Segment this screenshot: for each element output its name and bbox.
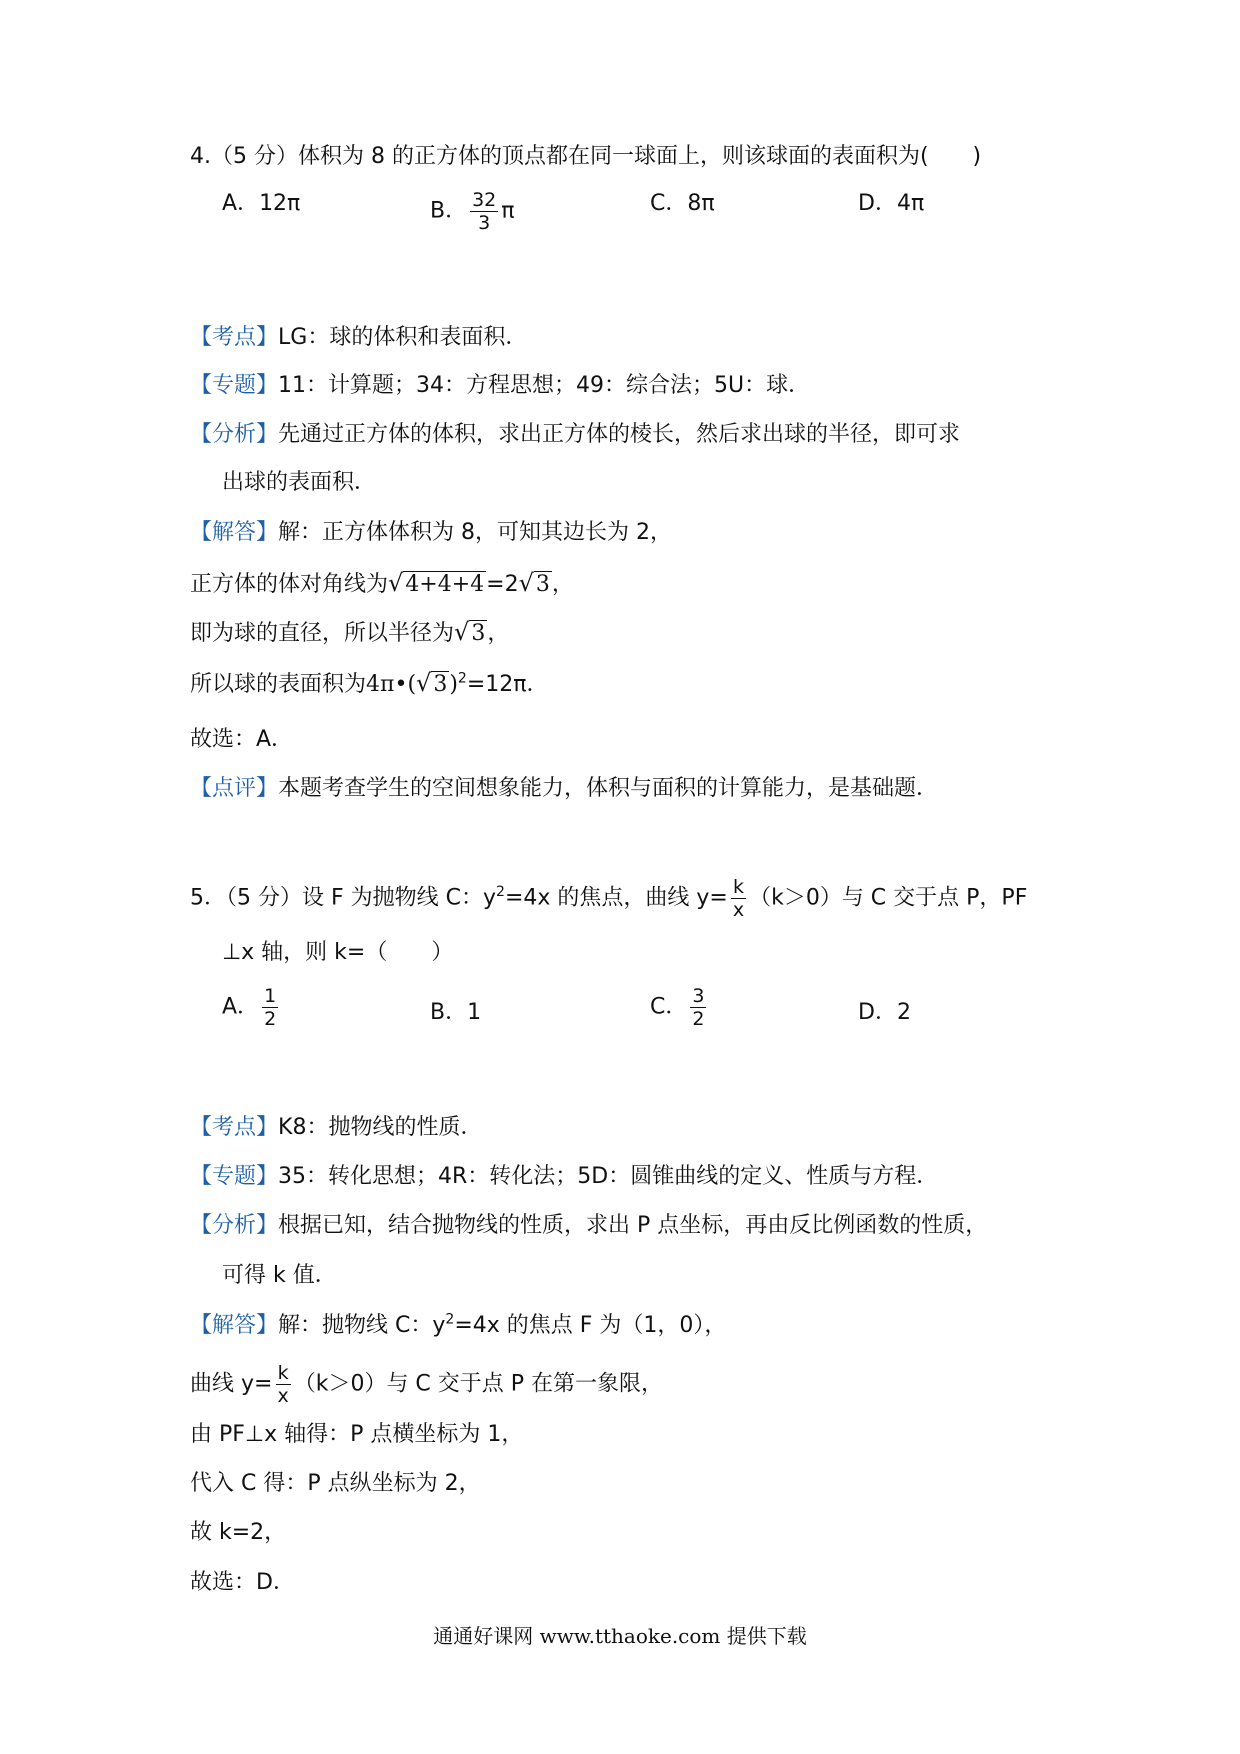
q4-sol2-mid: =2 xyxy=(486,572,519,597)
q4-sol4-radicand: 3 xyxy=(433,672,448,697)
q5-stem-exponent: 2 xyxy=(496,884,505,901)
q5-kaodian-tag: 【考点】 xyxy=(190,1115,279,1140)
q4-dianping-tag: 【点评】 xyxy=(190,776,279,801)
q4-kaodian xyxy=(190,323,527,353)
q5-fenxi-text-1: 根据已知，结合抛物线的性质，求出 P 点坐标，再由反比例函数的性质， xyxy=(278,1213,988,1238)
q5-zhuanti-tag: 【专题】 xyxy=(190,1164,279,1189)
q4-solution-line-3 xyxy=(190,617,509,649)
q4-sol4-sqrt: √3 xyxy=(416,669,448,697)
q5-option-c-fraction xyxy=(690,985,706,1030)
q4-fenxi-text-1: 先通过正方体的体积，求出正方体的棱长，然后求出球的半径，即可求 xyxy=(278,422,961,447)
q5-option-d-value: 2 xyxy=(896,1000,911,1025)
q4-option-d-value: 4π xyxy=(896,191,925,216)
q5-stem-pre: 5．（5 分）设 F 为抛物线 C：y xyxy=(190,885,497,911)
q5-fenxi-tag: 【分析】 xyxy=(190,1213,279,1238)
q4-sol2-text: 正方体的体对角线为 xyxy=(190,572,389,597)
q5-option-c-numerator: 3 xyxy=(692,985,705,1007)
q5-zhuanti xyxy=(190,1162,938,1192)
q4-zhuanti-tag: 【专题】 xyxy=(190,373,279,398)
q5-stem-numerator: k xyxy=(732,876,744,898)
q4-option-a-label: A． xyxy=(222,191,260,216)
q4-option-b-numerator: 32 xyxy=(472,189,497,211)
q5-option-a xyxy=(222,985,281,1030)
q4-option-b xyxy=(430,189,515,234)
q5-zhuanti-text: 35：转化思想；4R：转化法；5D：圆锥曲线的定义、性质与方程． xyxy=(278,1164,939,1189)
q5-stem-post: （k＞0）与 C 交于点 P，PF xyxy=(749,885,1028,911)
q5-stem-fraction xyxy=(731,876,746,921)
q5-solution-line-3: 由 PF⊥x 轴得：P 点横坐标为 1， xyxy=(190,1422,524,1447)
q5-stem-mid: =4x 的焦点，曲线 y= xyxy=(504,885,728,911)
q4-option-b-denominator: 3 xyxy=(478,212,491,234)
q5-fenxi xyxy=(190,1211,987,1241)
q4-jieda-tag: 【解答】 xyxy=(190,520,279,545)
q4-sol4-exponent: 2 xyxy=(457,670,467,687)
q4-sol2-radicand: 4+4+4 xyxy=(405,572,485,597)
q4-kaodian-text: LG：球的体积和表面积． xyxy=(278,325,528,350)
q5-option-a-denominator: 2 xyxy=(264,1008,277,1030)
q5-option-a-numerator: 1 xyxy=(264,985,277,1007)
q4-option-b-label: B． xyxy=(430,198,468,224)
q5-jieda xyxy=(190,1311,726,1341)
q5-solution-line-4: 代入 C 得：P 点纵坐标为 2， xyxy=(190,1471,481,1496)
q4-option-c-label: C． xyxy=(650,191,688,216)
q4-option-a-value: 12π xyxy=(259,191,301,216)
q4-fenxi-text-2: 出球的表面积． xyxy=(222,470,377,495)
q5-sol2-numerator: k xyxy=(277,1362,289,1384)
q4-sol3-sqrt: √3 xyxy=(454,618,486,646)
q4-solution-line-5: 故选：A． xyxy=(190,727,294,752)
q5-sol2-post: （k＞0）与 C 交于点 P 在第一象限， xyxy=(293,1371,664,1397)
q4-sol3-radicand: 3 xyxy=(471,621,486,646)
q4-solution-line-4 xyxy=(190,668,549,700)
q4-zhuanti xyxy=(190,371,810,401)
q5-option-c-denominator: 2 xyxy=(692,1008,705,1030)
q4-option-b-suffix: π xyxy=(501,198,515,224)
q4-sol3-post: ， xyxy=(487,621,510,646)
q5-solution-line-6: 故选：D． xyxy=(190,1570,295,1595)
q5-option-d xyxy=(858,998,911,1028)
q5-solution-line-2 xyxy=(190,1362,663,1407)
q5-stem xyxy=(190,876,1027,921)
q5-fenxi-text-2: 可得 k 值． xyxy=(222,1263,337,1288)
q5-option-b-value: 1 xyxy=(467,1000,482,1025)
q4-fenxi xyxy=(190,420,960,450)
q5-sol2-denominator: x xyxy=(277,1385,289,1407)
q4-zhuanti-text: 11：计算题；34：方程思想；49：综合法；5U：球． xyxy=(278,373,811,398)
q5-option-c-label: C． xyxy=(650,994,688,1020)
q5-kaodian-text: K8：抛物线的性质． xyxy=(278,1115,483,1140)
q5-jieda-pre: 解：抛物线 C：y xyxy=(278,1313,446,1338)
q4-sol4-expr: 4π•( xyxy=(366,672,417,697)
q4-option-b-fraction xyxy=(470,189,498,234)
q4-jieda xyxy=(190,518,672,548)
q5-jieda-exponent: 2 xyxy=(445,1311,455,1328)
q5-option-d-label: D． xyxy=(858,1000,897,1025)
q5-option-b xyxy=(430,998,481,1028)
q5-sol2-pre: 曲线 y= xyxy=(190,1371,273,1397)
q4-sol2-radicand-2: 3 xyxy=(535,572,550,597)
q4-option-a xyxy=(222,189,300,219)
page-footer: 通通好课网 www.tthaoke.com 提供下载 xyxy=(433,1624,807,1648)
q4-sol2-sqrt-2: √3 xyxy=(518,569,550,597)
q5-kaodian xyxy=(190,1113,482,1143)
q4-sol3-text: 即为球的直径，所以半径为 xyxy=(190,621,455,646)
q4-solution-line-2 xyxy=(190,568,574,600)
q4-kaodian-tag: 【考点】 xyxy=(190,325,279,350)
q5-option-b-label: B． xyxy=(430,1000,468,1025)
q5-jieda-post: =4x 的焦点 F 为（1，0）， xyxy=(454,1313,727,1338)
q4-fenxi-tag: 【分析】 xyxy=(190,422,279,447)
q5-stem-denominator: x xyxy=(732,899,745,921)
q4-option-c xyxy=(650,189,715,219)
q5-option-c xyxy=(650,985,709,1030)
q5-jieda-tag: 【解答】 xyxy=(190,1313,279,1338)
q4-option-d-label: D． xyxy=(858,191,897,216)
q5-solution-line-5: 故 k=2， xyxy=(190,1520,287,1545)
q4-option-c-value: 8π xyxy=(687,191,715,216)
q5-option-a-fraction xyxy=(262,985,278,1030)
q4-sol2-sqrt: √4+4+4 xyxy=(388,569,485,597)
q4-jieda-text: 解：正方体体积为 8，可知其边长为 2， xyxy=(278,520,672,545)
q4-stem: 4.（5 分）体积为 8 的正方体的顶点都在同一球面上，则该球面的表面积为( ) xyxy=(190,144,982,169)
q4-sol2-post: ， xyxy=(551,572,574,597)
q5-sol2-fraction xyxy=(275,1362,290,1407)
q4-sol4-text: 所以球的表面积为 xyxy=(190,672,367,697)
q4-option-d xyxy=(858,189,924,219)
q5-option-a-label: A． xyxy=(222,994,260,1020)
q4-dianping-text: 本题考查学生的空间想象能力，体积与面积的计算能力，是基础题． xyxy=(278,776,939,801)
q5-stem-line-2: ⊥x 轴，则 k=（ ） xyxy=(222,940,454,965)
q4-sol4-close: ) xyxy=(449,672,458,697)
q4-sol4-post: =12π． xyxy=(466,672,549,697)
q4-dianping xyxy=(190,774,938,804)
